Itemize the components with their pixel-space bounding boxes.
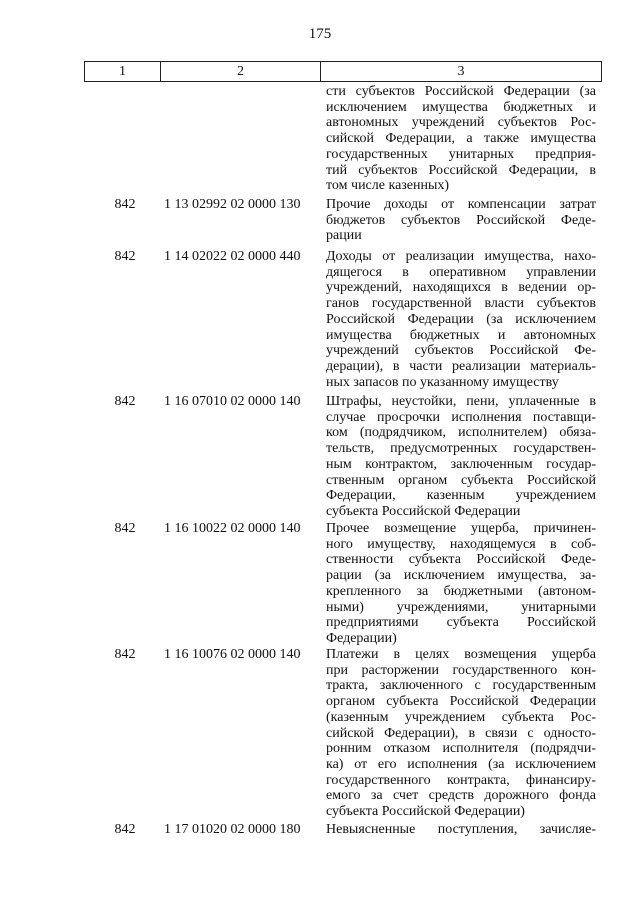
table-header-row [84, 61, 602, 82]
description-cell [326, 521, 596, 647]
text-line: имущества бюджетных и автономных [326, 327, 596, 343]
text-line: ного имуществу, находящемуся в соб- [326, 536, 596, 552]
description-cell [326, 822, 596, 838]
text-line: сти субъектов Российской Федерации (за [326, 84, 596, 99]
text-line: емого за счет средств дорожного фонда [326, 788, 596, 804]
text-line: ком (подрядчиком, исполнителем) обяза- [326, 425, 596, 441]
text-line: автономных учреждений субъектов Рос- [326, 115, 596, 131]
description-cell [326, 84, 596, 194]
text-line: тий субъектов Российской Федерации, в [326, 162, 596, 178]
text-line: предприятиями субъекта Российской [326, 615, 596, 631]
text-line: ственности субъекта Российской Феде- [326, 552, 596, 568]
text-line: тракта, заключенного с государственным [326, 678, 596, 694]
text-line: Прочее возмещение ущерба, причинен- [326, 521, 596, 536]
text-line: Прочие доходы от компенсации затрат [326, 197, 596, 212]
text-line: (казенным учреждением субъекта Рос- [326, 709, 596, 725]
text-line: Федерации, казенным учреждением [326, 488, 596, 504]
text-line: случае просрочки исполнения поставщи- [326, 409, 596, 425]
text-line: учреждений, находящихся в ведении ор- [326, 280, 596, 296]
admin-code-cell: 842 [114, 197, 136, 212]
kbk-code-cell: 1 17 01020 02 0000 180 [164, 822, 301, 837]
description-cell [326, 647, 596, 820]
text-line: учреждений субъектов Российской Фе- [326, 343, 596, 359]
text-line: субъекта Российской Федерации [326, 503, 521, 519]
column-header-1: 1 [85, 62, 161, 81]
text-line: Федерации) [326, 630, 397, 646]
description-cell [326, 197, 596, 244]
text-line: ственным органом субъекта Российской [326, 472, 596, 488]
text-line: том числе казенных) [326, 178, 450, 194]
text-line: Штрафы, неустойки, пени, уплаченные в [326, 394, 596, 409]
text-line: Российской Федерации (за исключением [326, 311, 596, 327]
text-line: ганов государственной власти субъектов [326, 296, 596, 312]
text-line: дерации), в части реализации материаль- [326, 358, 596, 374]
text-line: сийской Федерации, а также имущества [326, 131, 596, 147]
admin-code-cell: 842 [114, 249, 136, 264]
admin-code-cell: 842 [114, 521, 136, 536]
text-line: государственного контракта, финансиру- [326, 772, 596, 788]
admin-code-cell: 842 [114, 647, 136, 662]
text-line: Доходы от реализации имущества, нахо- [326, 249, 596, 264]
text-line: исключением имущества бюджетных и [326, 99, 596, 115]
text-line: ронним отказом исполнителя (подрядчи- [326, 741, 596, 757]
column-header-3: 3 [457, 64, 465, 79]
kbk-code-cell: 1 16 10076 02 0000 140 [164, 647, 301, 662]
admin-code-cell: 842 [114, 394, 136, 409]
text-line: при расторжении государственного кон- [326, 662, 596, 678]
kbk-code-cell: 1 13 02992 02 0000 130 [164, 197, 301, 212]
text-line: ным контрактом, заключенным государ- [326, 456, 596, 472]
kbk-code-cell: 1 16 10022 02 0000 140 [164, 521, 301, 536]
kbk-code-cell: 1 16 07010 02 0000 140 [164, 394, 301, 409]
text-line: тельств, предусмотренных государствен- [326, 441, 596, 457]
text-line: бюджетов субъектов Российской Феде- [326, 212, 596, 228]
description-cell [326, 249, 596, 390]
admin-code-cell: 842 [114, 822, 136, 837]
text-line: рации [326, 228, 362, 244]
text-line: субъекта Российской Федерации) [326, 804, 525, 820]
text-line: государственных унитарных предприя- [326, 146, 596, 162]
description-cell [326, 394, 596, 520]
text-line: ных запасов по указанному имуществу [326, 374, 559, 390]
text-line: ными) учреждениями, унитарными [326, 599, 596, 615]
text-line: сийской Федерации), в связи с односто- [326, 725, 596, 741]
kbk-code-cell: 1 14 02022 02 0000 440 [164, 249, 301, 264]
text-line: крепленного за бюджетными (автоном- [326, 583, 596, 599]
text-line: Платежи в целях возмещения ущерба [326, 647, 596, 662]
text-line: рации (за исключением имущества, за- [326, 568, 596, 584]
text-line: ка) от его исполнения (за исключением [326, 756, 596, 772]
column-header-2: 2 [161, 62, 321, 81]
text-line: органом субъекта Российской Федерации [326, 694, 596, 710]
text-line: Невыясненные поступления, зачисляе- [326, 822, 596, 837]
text-line: дящегося в оперативном управлении [326, 264, 596, 280]
page-number: 175 [308, 26, 332, 42]
